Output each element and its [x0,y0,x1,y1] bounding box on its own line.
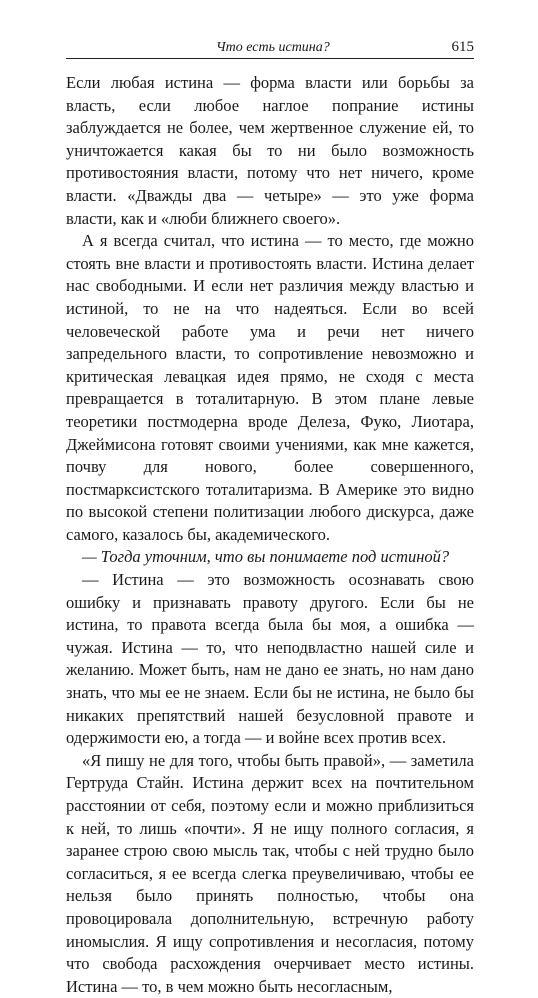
paragraph: «Я пишу не для того, чтобы быть правой», — заметила Гертруда Стайн. Истина держит всех на почтительном расстоянии от себя, поэтому если и можно приблизиться к ней, то лишь «почти». Я не ищу полного согласия, я заранее строю свою мысль так, чтобы с ней трудно было согласиться, я ее всегда слегка преувеличиваю, чтобы ее нельзя было принять полностью, чтобы она провоцировала дополнительную, встречную работу иномыслия. Я ищу сопротивления и несогласия, потому что свобода расхождения очерчивает место истины. Истина — то, в чем можно быть несогласным, [66,750,474,996]
paragraph: А я всегда считал, что истина — то место, где можно стоять вне власти и противостоять власти. Истина делает нас свободными. И если нет различия между властью и истиной, то не на что надеяться. Если во всей человеческой работе ума и речи нет ничего запредельного власти, то сопротивление невозможно и критическая левацкая идея прямо, не сходя с места превращается в тоталитарную. В этом плане левые теоретики постмодерна вроде Делеза, Фуко, Лиотара, Джеймисона готовят своими учениями, как мне кажется, почву для нового, более совершенного, постмарксистского тоталитаризма. В Америке это видно по высокой степени политизации любого дискурса, даже самого, казалось бы, академического. [66,231,474,544]
paragraph: Если любая истина — форма власти или борьбы за власть, если любое наглое попрание истины заблуждается не более, чем жертвенное служение ей, то уничтожается какая бы то ни было возможность противостояния власти, потому что нет ничего, кроме власти. «Дважды два — четыре» — это уже форма власти, как и «люби ближнего своего». [66,73,474,228]
page-number: 615 [451,39,474,55]
running-header [66,36,474,59]
interview-question: — Тогда уточним, что вы понимаете под истиной? [82,547,450,567]
running-title: Что есть истина? [216,40,330,55]
body-text [66,72,474,998]
paragraph: — Истина — это возможность осознавать свою ошибку и признавать правоту другого. Если бы не истина, то правота всегда была бы моя, а ошибка — чужая. Истина — то, что неподвластно нашей силе и желанию. Может быть, нам не дано ее знать, но нам дано знать, что мы ее не знаем. Если бы не истина, не было бы никаких препятствий нашей безусловной правоте и одержимости ею, а тогда — и войне всех против всех. [66,570,474,748]
